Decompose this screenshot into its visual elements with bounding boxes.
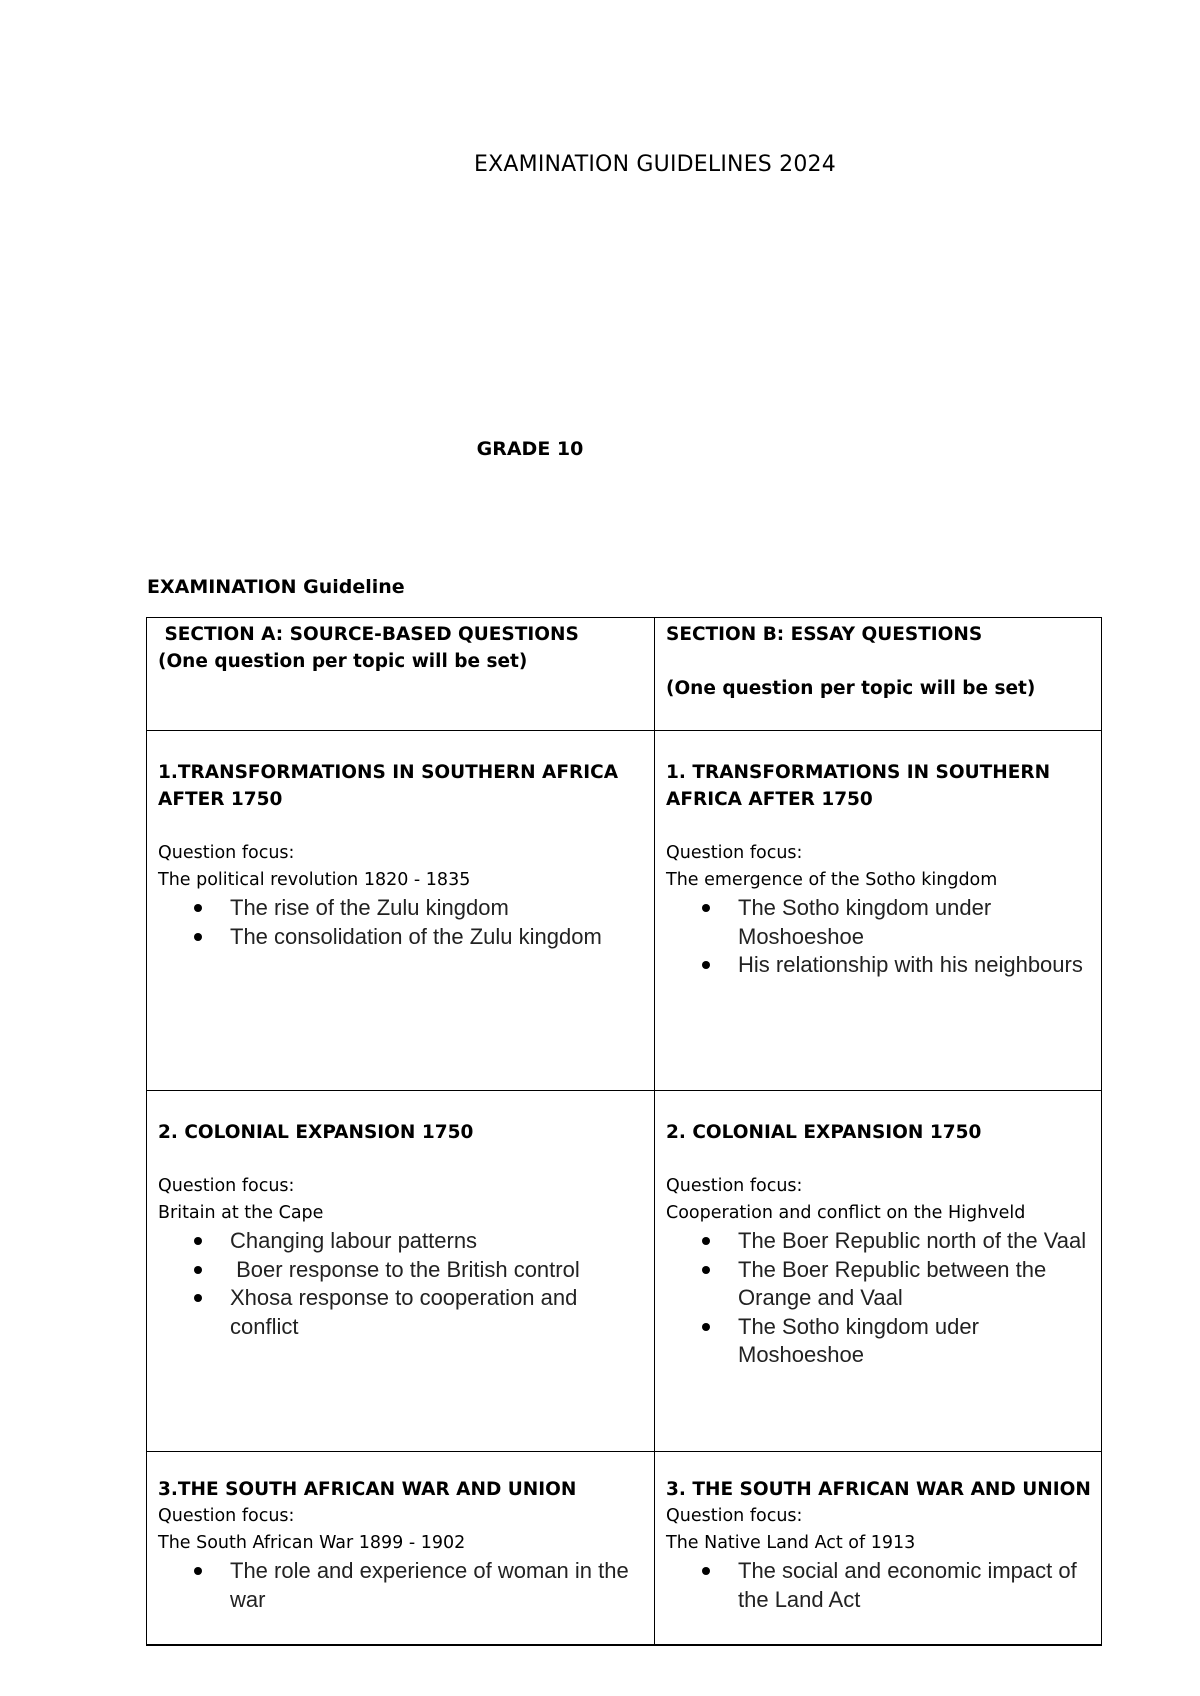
topic-heading: 1. TRANSFORMATIONS IN SOUTHERN AFRICA AFTER 1750 xyxy=(666,762,1051,810)
list-item: The role and experience of woman in the war xyxy=(230,1557,646,1614)
question-focus-label: Question focus: xyxy=(666,843,803,863)
topic-cell-b1 xyxy=(655,731,1102,1091)
section-b-note: (One question per topic will be set) xyxy=(666,678,1036,699)
question-focus-label: Question focus: xyxy=(158,843,295,863)
question-focus-text: The Native Land Act of 1913 xyxy=(666,1533,916,1553)
focus-bullet-list xyxy=(158,1557,646,1614)
bullet-icon xyxy=(702,904,710,912)
question-focus-text: The political revolution 1820 - 1835 xyxy=(158,870,471,890)
focus-bullet-list xyxy=(158,894,646,951)
focus-bullet-list xyxy=(666,1557,1093,1614)
question-focus-text: The South African War 1899 - 1902 xyxy=(158,1533,466,1553)
list-item: Boer response to the British control xyxy=(230,1256,646,1285)
table-row xyxy=(147,1452,1102,1646)
guidelines-table xyxy=(146,617,1102,1646)
table-row xyxy=(147,1091,1102,1452)
section-a-header-cell xyxy=(147,618,655,731)
grade-heading: GRADE 10 xyxy=(476,438,584,460)
question-focus-label: Question focus: xyxy=(666,1506,803,1526)
bullet-icon xyxy=(702,1323,710,1331)
topic-cell-a3 xyxy=(147,1452,655,1646)
list-item: The Boer Republic between the Orange and Vaal xyxy=(738,1256,1093,1313)
section-b-heading: SECTION B: ESSAY QUESTIONS xyxy=(666,624,983,645)
document-title: EXAMINATION GUIDELINES 2024 xyxy=(474,152,836,177)
table-header-row xyxy=(147,618,1102,731)
list-item: His relationship with his neighbours xyxy=(738,951,1093,980)
bullet-icon xyxy=(702,1266,710,1274)
section-b-header-cell xyxy=(655,618,1102,731)
list-item: The rise of the Zulu kingdom xyxy=(230,894,646,923)
list-item: Changing labour patterns xyxy=(230,1227,646,1256)
bullet-icon xyxy=(194,933,202,941)
table-row xyxy=(147,731,1102,1091)
focus-bullet-list xyxy=(158,1227,646,1341)
bullet-icon xyxy=(194,904,202,912)
list-item: Xhosa response to cooperation and conflict xyxy=(230,1284,646,1341)
bullet-icon xyxy=(194,1567,202,1575)
guideline-label: EXAMINATION Guideline xyxy=(147,576,405,598)
question-focus-text: Britain at the Cape xyxy=(158,1203,324,1223)
topic-cell-a2 xyxy=(147,1091,655,1452)
topic-cell-a1 xyxy=(147,731,655,1091)
list-item: The consolidation of the Zulu kingdom xyxy=(230,923,646,952)
bullet-icon xyxy=(194,1237,202,1245)
list-item: The social and economic impact of the Land Act xyxy=(738,1557,1093,1614)
list-item: The Sotho kingdom uder Moshoeshoe xyxy=(738,1313,1093,1370)
bullet-icon xyxy=(702,1567,710,1575)
section-a-note: (One question per topic will be set) xyxy=(158,651,528,672)
list-item: The Boer Republic north of the Vaal xyxy=(738,1227,1093,1256)
topic-heading: 3. THE SOUTH AFRICAN WAR AND UNION xyxy=(666,1479,1091,1500)
question-focus-text: Cooperation and conflict on the Highveld xyxy=(666,1203,1026,1223)
question-focus-label: Question focus: xyxy=(158,1506,295,1526)
focus-bullet-list xyxy=(666,1227,1093,1370)
topic-cell-b3 xyxy=(655,1452,1102,1646)
question-focus-label: Question focus: xyxy=(158,1176,295,1196)
bullet-icon xyxy=(194,1294,202,1302)
bullet-icon xyxy=(194,1266,202,1274)
bullet-icon xyxy=(702,1237,710,1245)
list-item: The Sotho kingdom under Moshoeshoe xyxy=(738,894,1093,951)
question-focus-text: The emergence of the Sotho kingdom xyxy=(666,870,998,890)
question-focus-label: Question focus: xyxy=(666,1176,803,1196)
topic-heading: 2. COLONIAL EXPANSION 1750 xyxy=(666,1122,982,1143)
topic-cell-b2 xyxy=(655,1091,1102,1452)
section-a-heading: SECTION A: SOURCE-BASED QUESTIONS xyxy=(164,624,579,645)
bullet-icon xyxy=(702,961,710,969)
topic-heading: 2. COLONIAL EXPANSION 1750 xyxy=(158,1122,474,1143)
topic-heading: 3.THE SOUTH AFRICAN WAR AND UNION xyxy=(158,1479,577,1500)
focus-bullet-list xyxy=(666,894,1093,980)
topic-heading: 1.TRANSFORMATIONS IN SOUTHERN AFRICA AFTER 1750 xyxy=(158,762,619,810)
